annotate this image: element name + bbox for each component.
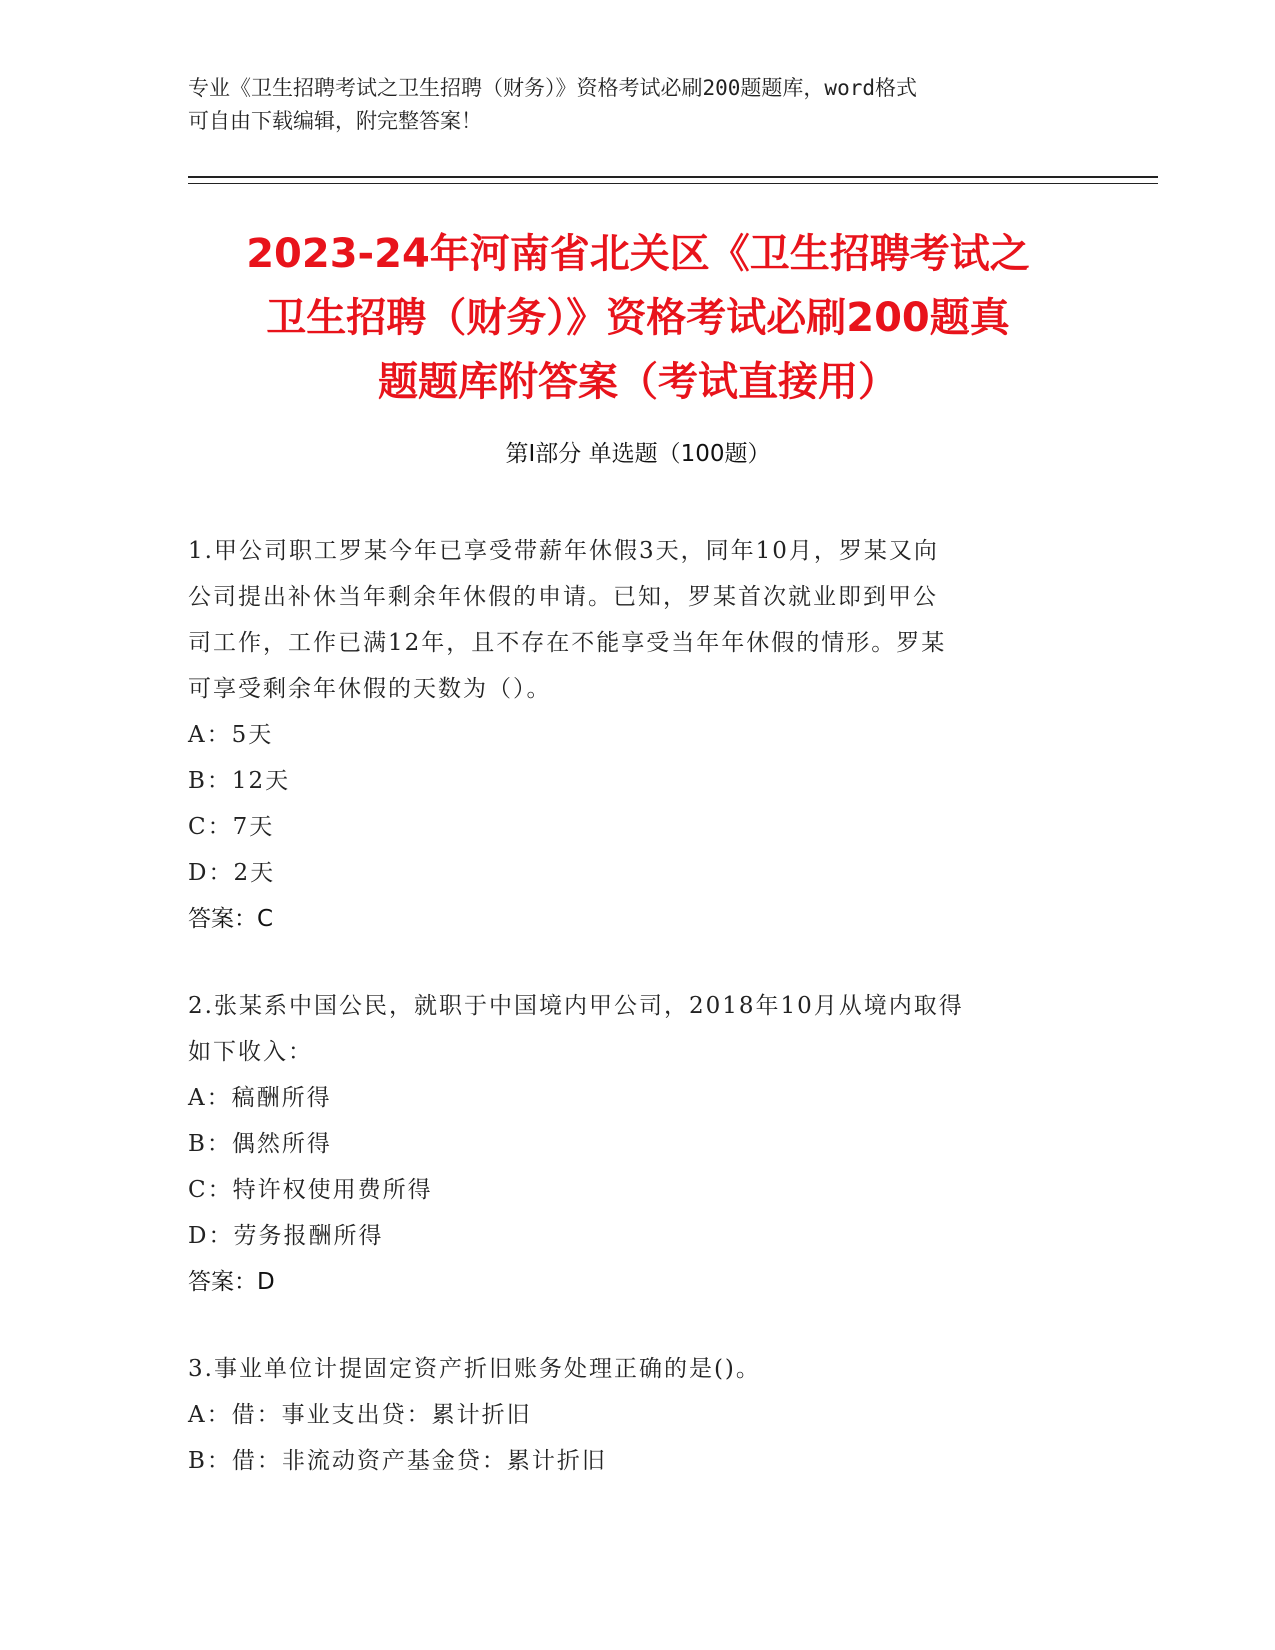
option-d: D：劳务报酬所得 [188,1223,384,1249]
option-a: A：稿酬所得 [188,1085,332,1111]
option-c: C：7天 [188,814,275,840]
question-stem [188,983,1088,1075]
answer: 答案：D [188,1269,275,1295]
question-stem [188,528,1088,712]
stem-line: 如下收入： [188,1039,313,1065]
option-b: B：借：非流动资产基金贷：累计折旧 [188,1448,607,1474]
title-line: 2023-24年河南省北关区《卫生招聘考试之 [246,231,1030,277]
header-note-line: 专业《卫生招聘考试之卫生招聘（财务）》资格考试必刷200题题库，word格式 [188,76,917,100]
header-note-line: 可自由下载编辑，附完整答案！ [188,109,482,133]
stem-line: 1.甲公司职工罗某今年已享受带薪年休假3天，同年10月，罗某又向 [188,538,939,564]
stem-line: 2.张某系中国公民，就职于中国境内甲公司，2018年10月从境内取得 [188,993,964,1019]
question-stem [188,1346,1088,1392]
answer: 答案：C [188,906,274,932]
option-a: A：借：事业支出贷：累计折旧 [188,1402,532,1428]
stem-line: 司工作，工作已满12年，且不存在不能享受当年年休假的情形。罗某 [188,630,947,656]
stem-line: 3.事业单位计提固定资产折旧账务处理正确的是()。 [188,1356,761,1382]
stem-line: 可享受剩余年休假的天数为（）。 [188,676,552,702]
section-heading: 第Ⅰ部分 单选题（100题） [505,441,771,467]
stem-line: 公司提出补休当年剩余年休假的申请。已知，罗某首次就业即到甲公 [188,584,938,610]
title-line: 卫生招聘（财务）》资格考试必刷200题真 [266,295,1010,341]
question-block [188,528,1088,942]
title-line: 题题库附答案（考试直接用） [378,359,898,405]
header-note [188,72,1088,138]
question-block [188,1346,1088,1484]
option-c: C：特许权使用费所得 [188,1177,433,1203]
option-b: B：12天 [188,768,291,794]
option-a: A：5天 [188,722,274,748]
question-block [188,983,1088,1305]
option-d: D：2天 [188,860,276,886]
header-divider-thin [188,183,1158,184]
document-title [188,222,1088,414]
option-b: B：偶然所得 [188,1131,332,1157]
header-divider-thick [188,176,1158,178]
